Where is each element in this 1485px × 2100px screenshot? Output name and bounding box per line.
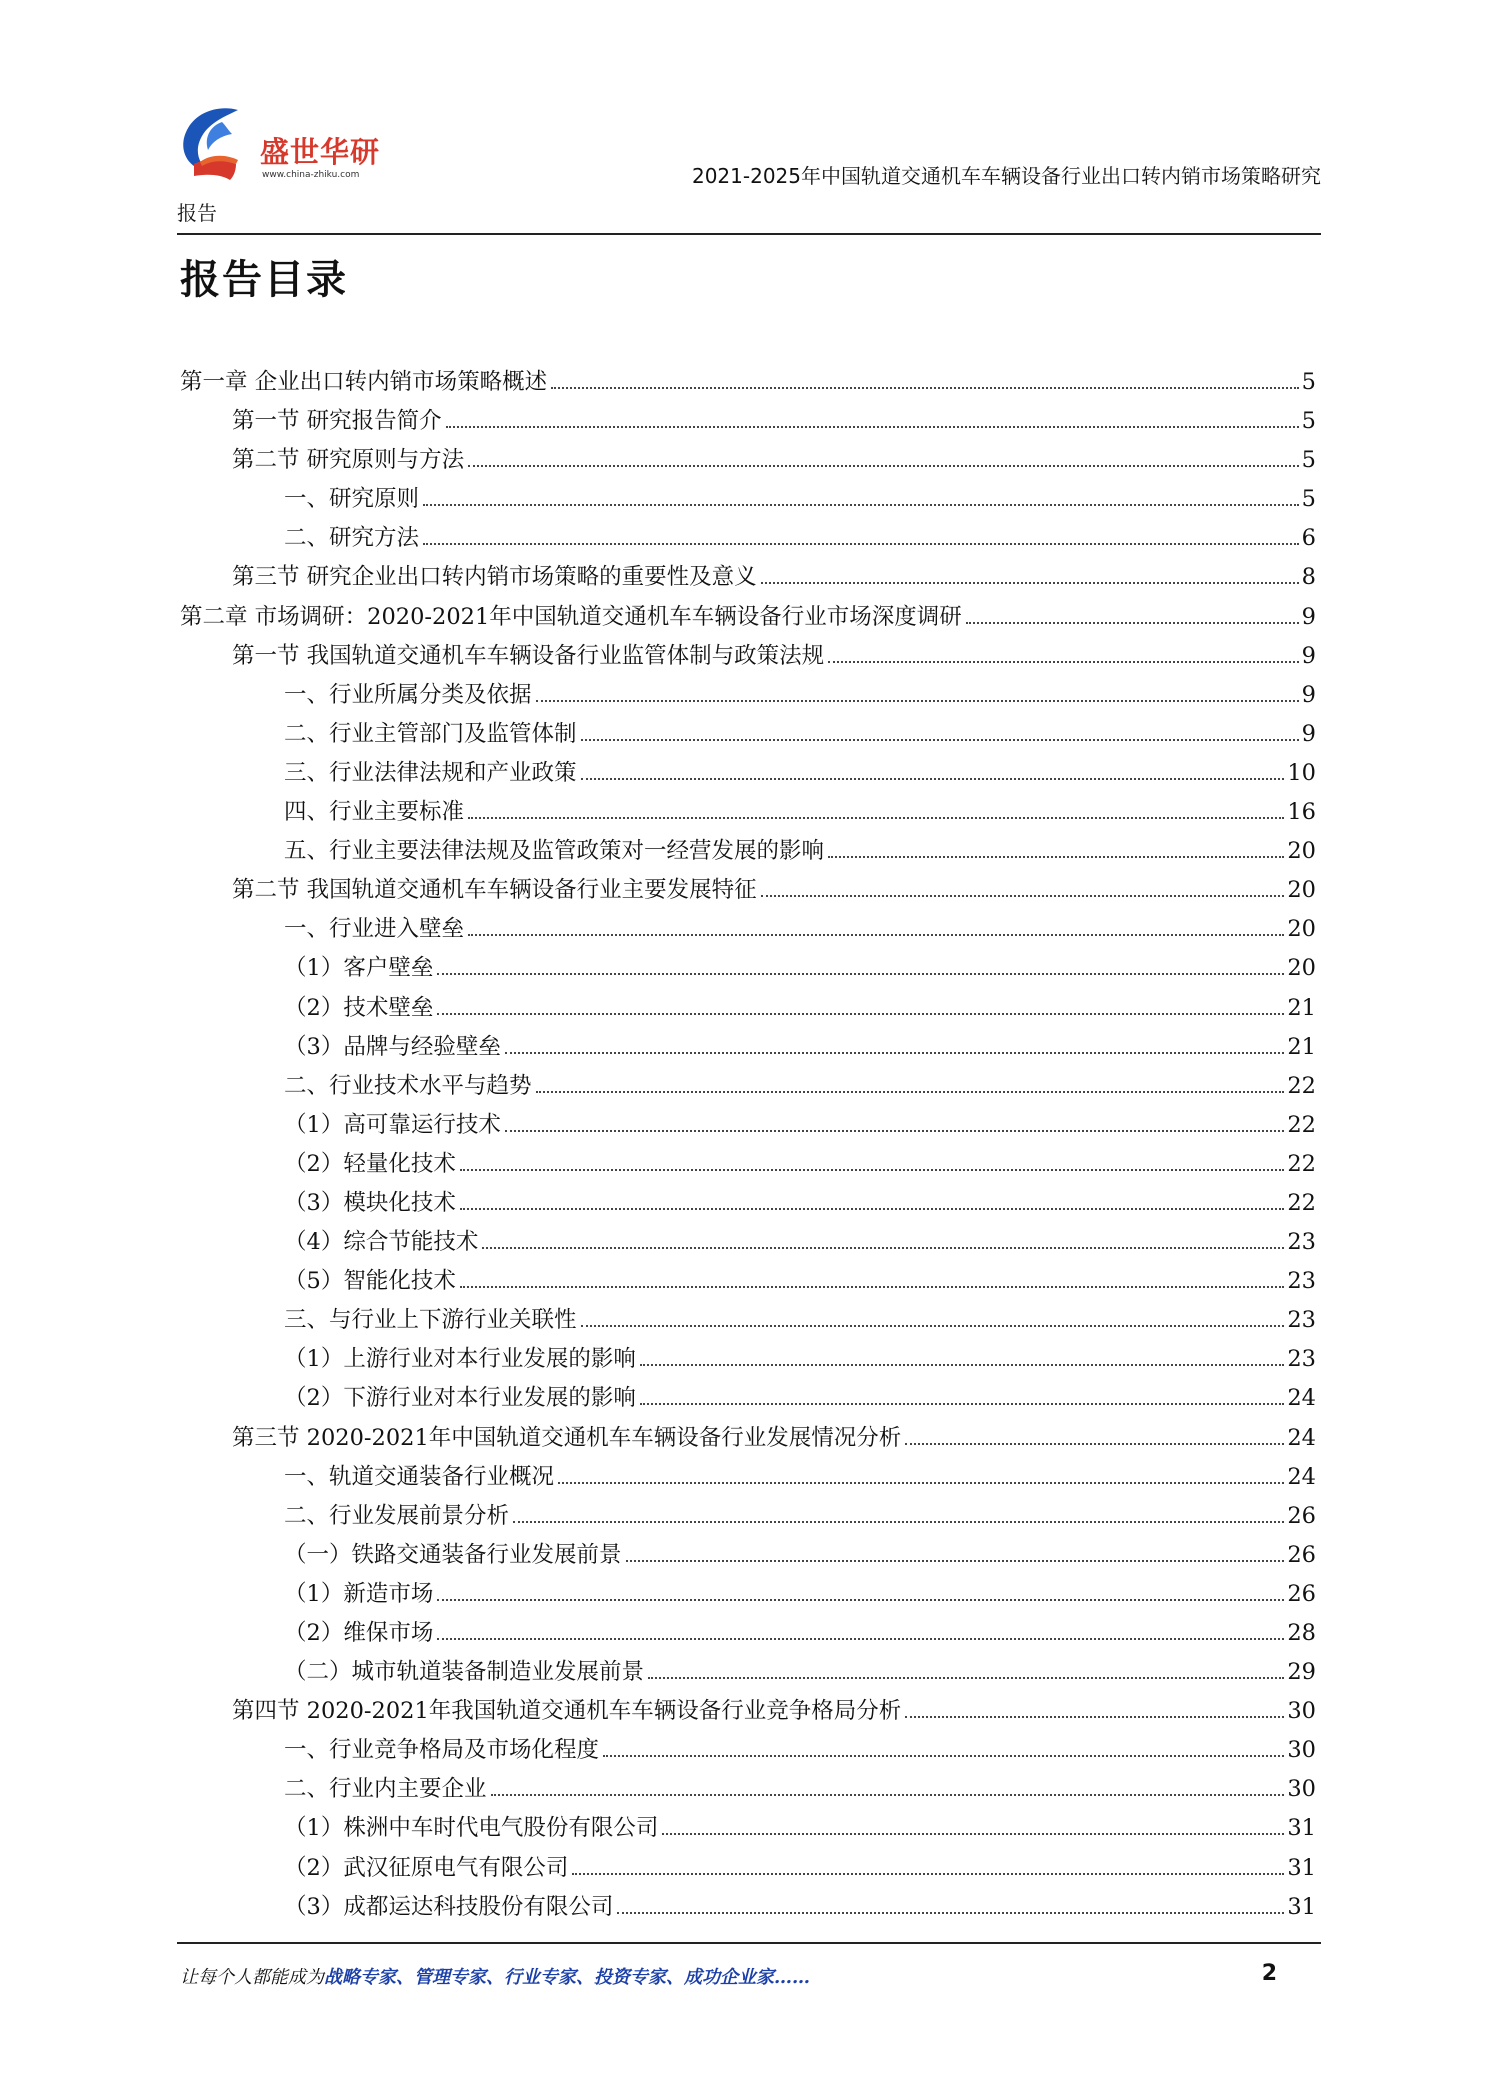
toc-entry-title: （2）下游行业对本行业发展的影响 xyxy=(284,1385,636,1412)
toc-dot-leader xyxy=(423,543,1299,545)
toc-entry[interactable] xyxy=(180,949,1316,988)
toc-entry-page: 20 xyxy=(1287,838,1316,865)
toc-entry-page: 30 xyxy=(1287,1737,1316,1764)
toc-dot-leader xyxy=(446,426,1299,428)
toc-dot-leader xyxy=(905,1443,1284,1445)
toc-entry-title: （3）品牌与经验壁垒 xyxy=(284,1033,501,1060)
toc-dot-leader xyxy=(581,1325,1285,1327)
toc-entry-title: 一、轨道交通装备行业概况 xyxy=(284,1463,555,1490)
toc-entry-page: 5 xyxy=(1301,408,1316,435)
toc-entry[interactable] xyxy=(180,1106,1316,1145)
toc-entry-page: 31 xyxy=(1287,1815,1316,1842)
toc-entry-page: 22 xyxy=(1287,1150,1316,1177)
toc-entry[interactable] xyxy=(180,1340,1316,1379)
toc-dot-leader xyxy=(423,504,1299,506)
toc-dot-leader xyxy=(603,1755,1284,1757)
toc-entry-page: 5 xyxy=(1301,369,1316,395)
toc-entry-title: 五、行业主要法律法规及监管政策对一经营发展的影响 xyxy=(284,838,825,865)
toc-entry-page: 8 xyxy=(1301,564,1316,591)
toc-dot-leader xyxy=(505,1052,1285,1054)
toc-entry[interactable] xyxy=(180,1888,1316,1927)
toc-entry-page: 10 xyxy=(1287,759,1316,786)
toc-entry-title: 第一节 研究报告简介 xyxy=(232,408,442,435)
toc-dot-leader xyxy=(761,582,1299,584)
toc-dot-leader xyxy=(617,1912,1284,1914)
toc-entry-page: 16 xyxy=(1287,799,1316,826)
toc-entry-page: 22 xyxy=(1287,1111,1316,1138)
toc-entry-page: 26 xyxy=(1287,1541,1316,1568)
toc-entry-page: 20 xyxy=(1287,955,1316,982)
toc-entry[interactable] xyxy=(180,598,1316,637)
toc-dot-leader xyxy=(468,817,1284,819)
page-number: 2 xyxy=(1261,1961,1277,1986)
toc-dot-leader xyxy=(437,1013,1284,1015)
toc-dot-leader xyxy=(460,1208,1285,1210)
toc-dot-leader xyxy=(572,1873,1284,1875)
toc-dot-leader xyxy=(437,973,1284,975)
toc-entry-title: 二、行业内主要企业 xyxy=(284,1776,487,1803)
toc-entry[interactable] xyxy=(180,715,1316,754)
toc-entry-page: 22 xyxy=(1287,1072,1316,1099)
toc-entry-page: 9 xyxy=(1301,603,1316,630)
toc-entry[interactable] xyxy=(180,519,1316,558)
toc-entry-title: 第二节 研究原则与方法 xyxy=(232,447,465,474)
toc-entry-page: 30 xyxy=(1287,1776,1316,1803)
toc-entry[interactable] xyxy=(180,1536,1316,1575)
toc-entry-title: 一、研究原则 xyxy=(284,486,420,513)
toc-entry-title: （4）综合节能技术 xyxy=(284,1229,479,1256)
toc-entry[interactable] xyxy=(180,1614,1316,1653)
toc-entry-title: 一、行业竞争格局及市场化程度 xyxy=(284,1737,600,1764)
toc-entry[interactable] xyxy=(180,1458,1316,1497)
toc-entry-title: （3）成都运达科技股份有限公司 xyxy=(284,1893,614,1920)
toc-entry-title: 第二章 市场调研：2020-2021年中国轨道交通机车车辆设备行业市场深度调研 xyxy=(180,603,962,630)
toc-entry[interactable] xyxy=(180,402,1316,441)
toc-dot-leader xyxy=(551,387,1299,389)
report-header-title: 2021-2025年中国轨道交通机车车辆设备行业出口转内销市场策略研究 xyxy=(691,164,1321,188)
logo-name: 盛世华研 xyxy=(260,135,381,169)
toc-entry-title: （2）维保市场 xyxy=(284,1620,434,1646)
toc-entry-page: 22 xyxy=(1287,1189,1316,1216)
toc-entry-page: 23 xyxy=(1287,1346,1316,1373)
toc-dot-leader xyxy=(536,1091,1285,1093)
logo-url: www.china-zhiku.com xyxy=(262,170,360,180)
toc-entry[interactable] xyxy=(180,754,1316,793)
toc-entry-title: 二、行业主管部门及监管体制 xyxy=(284,720,577,747)
toc-dot-leader xyxy=(491,1794,1285,1796)
toc-entry[interactable] xyxy=(180,1575,1316,1614)
toc-dot-leader xyxy=(828,661,1299,663)
toc-entry[interactable] xyxy=(180,558,1316,597)
toc-dot-leader xyxy=(460,1169,1285,1171)
toc-entry[interactable] xyxy=(180,832,1316,871)
toc-entry-title: 第四节 2020-2021年我国轨道交通机车车辆设备行业竞争格局分析 xyxy=(232,1698,902,1725)
toc-entry-page: 23 xyxy=(1287,1307,1316,1334)
toc-entry-page: 20 xyxy=(1287,877,1316,904)
toc-dot-leader xyxy=(505,1130,1285,1132)
toc-entry-page: 24 xyxy=(1287,1463,1316,1490)
report-header-subtitle: 报告 xyxy=(177,201,217,225)
toc-entry-title: （3）模块化技术 xyxy=(284,1189,456,1216)
toc-entry-page: 9 xyxy=(1301,642,1316,669)
toc-entry-title: 第三节 2020-2021年中国轨道交通机车车辆设备行业发展情况分析 xyxy=(232,1424,902,1451)
footer-slogan-prefix: 让每个人都能成为 xyxy=(180,1967,324,1988)
toc-entry-page: 6 xyxy=(1301,525,1316,552)
toc-entry[interactable] xyxy=(180,676,1316,715)
toc-entry-title: （一）铁路交通装备行业发展前景 xyxy=(284,1541,622,1568)
toc-entry[interactable] xyxy=(180,1849,1316,1888)
toc-dot-leader xyxy=(662,1833,1284,1835)
toc-entry[interactable] xyxy=(180,1223,1316,1262)
toc-entry-title: （1）株洲中车时代电气股份有限公司 xyxy=(284,1815,659,1842)
toc-entry-title: 第二节 我国轨道交通机车车辆设备行业主要发展特征 xyxy=(232,877,757,904)
toc-entry-page: 9 xyxy=(1301,681,1316,708)
toc-entry[interactable] xyxy=(180,1653,1316,1692)
toc-entry[interactable] xyxy=(180,871,1316,910)
toc-dot-leader xyxy=(640,1403,1285,1405)
toc-entry[interactable] xyxy=(180,363,1316,402)
toc-entry-title: 第一节 我国轨道交通机车车辆设备行业监管体制与政策法规 xyxy=(232,642,825,669)
toc-entry-page: 30 xyxy=(1287,1698,1316,1725)
toc-entry-page: 26 xyxy=(1287,1502,1316,1529)
toc-entry[interactable] xyxy=(180,1770,1316,1809)
toc-entry-page: 29 xyxy=(1287,1659,1316,1686)
toc-entry[interactable] xyxy=(180,1379,1316,1418)
toc-dot-leader xyxy=(966,622,1299,624)
toc-entry-page: 9 xyxy=(1301,720,1316,747)
toc-entry-title: 第一章 企业出口转内销市场策略概述 xyxy=(180,369,548,395)
toc-entry[interactable] xyxy=(180,637,1316,676)
toc-entry-title: 一、行业所属分类及依据 xyxy=(284,681,532,708)
toc-entry-page: 23 xyxy=(1287,1268,1316,1295)
toc-entry-title: 二、行业发展前景分析 xyxy=(284,1502,510,1529)
toc-entry[interactable] xyxy=(180,1731,1316,1770)
toc-entry-title: （1）高可靠运行技术 xyxy=(284,1111,501,1138)
toc-dot-leader xyxy=(905,1716,1284,1718)
toc-entry-title: 三、与行业上下游行业关联性 xyxy=(284,1307,577,1334)
toc-entry[interactable] xyxy=(180,793,1316,832)
toc-dot-leader xyxy=(468,934,1284,936)
toc-entry-title: （1）上游行业对本行业发展的影响 xyxy=(284,1346,636,1373)
footer-divider xyxy=(177,1942,1321,1944)
toc-dot-leader xyxy=(581,778,1285,780)
toc-entry[interactable] xyxy=(180,1067,1316,1106)
toc-dot-leader xyxy=(558,1482,1284,1484)
toc-entry-title: 第三节 研究企业出口转内销市场策略的重要性及意义 xyxy=(232,564,757,591)
toc-entry-page: 5 xyxy=(1301,447,1316,474)
toc-entry-page: 23 xyxy=(1287,1229,1316,1256)
toc-entry-title: （二）城市轨道装备制造业发展前景 xyxy=(284,1659,645,1686)
toc-entry-page: 21 xyxy=(1287,994,1316,1021)
toc-entry[interactable] xyxy=(180,1301,1316,1340)
footer-slogan-highlight: 战略专家、管理专家、行业专家、投资专家、成功企业家…… xyxy=(324,1967,810,1988)
toc-entry-page: 31 xyxy=(1287,1854,1316,1881)
toc-dot-leader xyxy=(761,895,1285,897)
toc-entry-page: 24 xyxy=(1287,1385,1316,1412)
toc-entry[interactable] xyxy=(180,1028,1316,1067)
toc-entry-title: 三、行业法律法规和产业政策 xyxy=(284,759,577,786)
toc-entry-title: （2）轻量化技术 xyxy=(284,1150,456,1177)
toc-entry[interactable] xyxy=(180,1184,1316,1223)
toc-entry[interactable] xyxy=(180,1145,1316,1184)
toc-entry[interactable] xyxy=(180,480,1316,519)
toc-entry[interactable] xyxy=(180,1497,1316,1536)
toc-dot-leader xyxy=(648,1677,1284,1679)
toc-entry-title: （2）技术壁垒 xyxy=(284,994,434,1021)
toc-entry-page: 24 xyxy=(1287,1424,1316,1451)
table-of-contents xyxy=(180,363,1316,1927)
toc-entry[interactable] xyxy=(180,1692,1316,1731)
toc-entry-page: 31 xyxy=(1287,1893,1316,1920)
toc-entry[interactable] xyxy=(180,441,1316,480)
toc-dot-leader xyxy=(460,1286,1285,1288)
toc-dot-leader xyxy=(437,1638,1284,1640)
toc-entry-title: （1）客户壁垒 xyxy=(284,955,434,982)
toc-entry[interactable] xyxy=(180,1809,1316,1848)
toc-entry-page: 5 xyxy=(1301,486,1316,513)
toc-dot-leader xyxy=(828,856,1284,858)
toc-dot-leader xyxy=(468,465,1299,467)
toc-dot-leader xyxy=(536,700,1299,702)
brand-logo xyxy=(176,104,396,184)
toc-entry-title: 二、研究方法 xyxy=(284,525,420,552)
header-divider xyxy=(177,233,1321,235)
toc-dot-leader xyxy=(437,1599,1284,1601)
toc-entry[interactable] xyxy=(180,1419,1316,1458)
toc-dot-leader xyxy=(640,1364,1285,1366)
toc-entry[interactable] xyxy=(180,910,1316,949)
toc-entry-title: （5）智能化技术 xyxy=(284,1268,456,1295)
toc-entry[interactable] xyxy=(180,989,1316,1028)
toc-entry-page: 26 xyxy=(1287,1580,1316,1607)
toc-entry-title: （1）新造市场 xyxy=(284,1580,434,1607)
toc-dot-leader xyxy=(482,1247,1284,1249)
toc-entry-title: （2）武汉征原电气有限公司 xyxy=(284,1854,569,1881)
toc-entry-page: 20 xyxy=(1287,916,1316,943)
logo-emblem-icon xyxy=(176,104,260,184)
footer-slogan xyxy=(180,1963,810,1989)
toc-entry-page: 28 xyxy=(1287,1620,1316,1646)
toc-entry[interactable] xyxy=(180,1262,1316,1301)
toc-dot-leader xyxy=(581,739,1299,741)
toc-dot-leader xyxy=(626,1560,1285,1562)
toc-entry-page: 21 xyxy=(1287,1033,1316,1060)
toc-dot-leader xyxy=(513,1521,1284,1523)
page-title: 报告目录 xyxy=(180,257,348,303)
toc-entry-title: 一、行业进入壁垒 xyxy=(284,916,465,943)
toc-entry-title: 四、行业主要标准 xyxy=(284,799,465,826)
toc-entry-title: 二、行业技术水平与趋势 xyxy=(284,1072,532,1099)
